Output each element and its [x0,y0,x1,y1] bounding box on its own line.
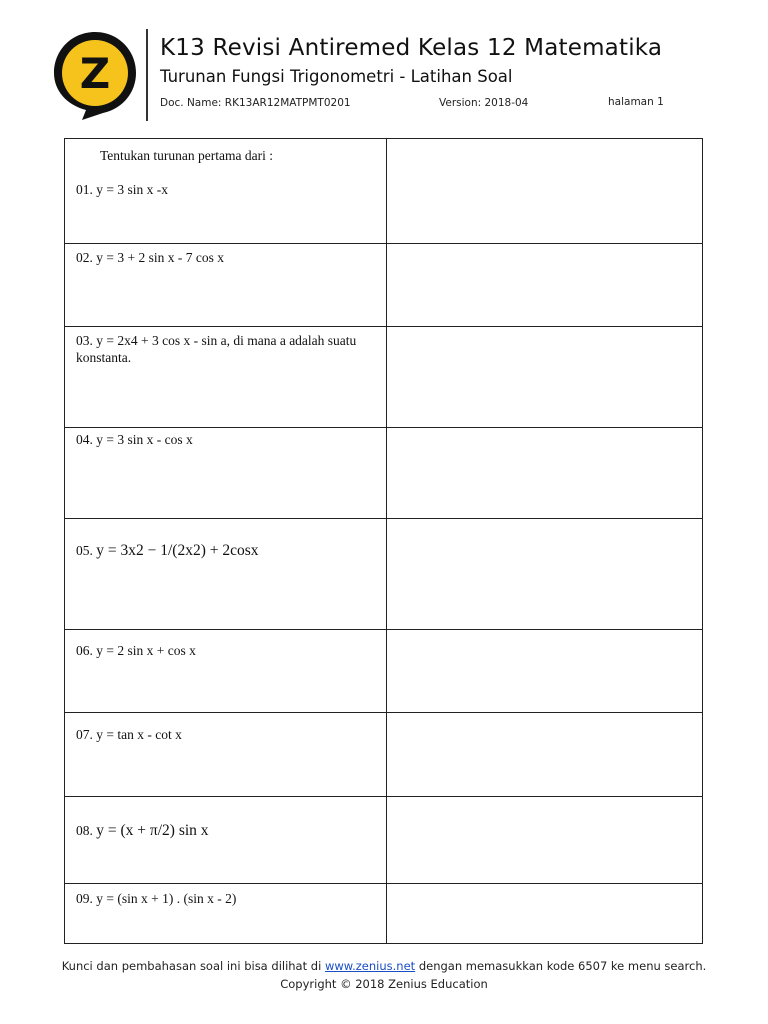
question-number: 04. [76,432,93,447]
question-text: y = 2 sin x + cos x [96,643,196,658]
question-text: y = (sin x + 1) . (sin x - 2) [96,891,237,906]
question-text: y = 3 + 2 sin x - 7 cos x [96,250,224,265]
row-divider [64,326,703,327]
question-09 [76,890,236,907]
question-number: 08. [76,823,93,838]
doc-version: Version: 2018-04 [439,97,529,109]
question-number: 05. [76,543,93,558]
page-title: K13 Revisi Antiremed Kelas 12 Matematika [160,35,663,61]
question-number: 07. [76,727,93,742]
copyright: Copyright © 2018 Zenius Education [280,977,488,991]
question-04 [76,431,193,448]
question-number: 06. [76,643,93,658]
question-text: y = 3 sin x - cos x [96,432,193,447]
question-03 [76,332,376,366]
question-05 [76,542,259,559]
question-text: y = 2x4 + 3 cos x - sin a, di mana a adalah suatu konstanta. [76,333,357,365]
instruction-text: Tentukan turunan pertama dari : [100,148,273,163]
question-text: y = 3 sin x -x [96,182,168,197]
footer-text-after: dengan memasukkan kode 6507 ke menu search. [415,959,707,973]
page-number: halaman 1 [608,96,664,108]
table-column-divider [386,138,387,944]
question-06 [76,642,196,659]
question-number: 09. [76,891,93,906]
row-divider [64,712,703,713]
doc-name: Doc. Name: RK13AR12MATPMT0201 [160,97,351,109]
logo-letter: Z [79,49,111,98]
question-02 [76,249,224,266]
question-text: y = 3x2 − 1/(2x2) + 2cosx [96,542,259,559]
question-text: y = tan x - cot x [96,727,182,742]
row-divider [64,629,703,630]
question-number: 02. [76,250,93,265]
question-number: 01. [76,182,93,197]
row-divider [64,243,703,244]
row-divider [64,427,703,428]
question-07 [76,726,182,743]
question-number: 03. [76,333,93,348]
page-subtitle: Turunan Fungsi Trigonometri - Latihan Soal [160,67,513,86]
row-divider [64,518,703,519]
zenius-link[interactable]: www.zenius.net [324,959,416,973]
question-text: y = (x + π/2) sin x [96,822,209,839]
footer-text-before: Kunci dan pembahasan soal ini bisa dilihat di [61,959,325,973]
row-divider [64,796,703,797]
zenius-logo [52,30,138,122]
header-divider [146,29,148,121]
question-01 [76,181,168,198]
row-divider [64,883,703,884]
question-08 [76,822,209,839]
footer-note [0,959,768,973]
